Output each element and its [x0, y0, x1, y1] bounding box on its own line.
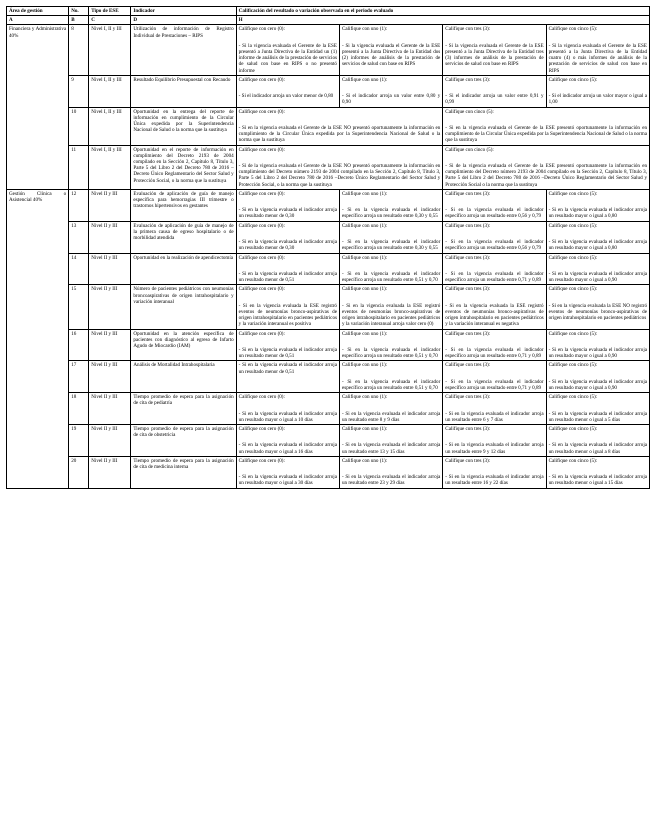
score-5-cell: Califique con cinco (5): - Si en la vigencia evaluada el indicador arroja un resultado mayor o igual a 0,90: [546, 253, 649, 285]
row-tipo-ese: Nivel I, II y III: [89, 75, 131, 107]
score-0-cell: Califique con cero (0): - Si en la vigencia evaluada el indicador arroja un resultado menor de 0,30: [236, 189, 339, 221]
score-5-cell: Califique con cinco (5): - Si en la vigencia evaluada el indicador arroja un resultado menor o igual a 5 días: [546, 393, 649, 425]
score-5-cell: Califique con cinco (5): - Si en la vigencia evaluada el indicador arroja un resultado mayor o igual a 0,90: [546, 329, 649, 361]
score-3-cell: Califique con tres (3): - Si en la vigencia evaluada el indicador arroja un resultado entre 6 y 7 días: [443, 393, 546, 425]
score-5-cell: Califique con cinco (5): - Si en la vigencia evaluada el indicador arroja un resultado mayor o igual a 0,90: [546, 361, 649, 393]
row-tipo-ese: Nivel II y III: [89, 189, 131, 221]
row-number: 14: [69, 253, 89, 285]
header-row-titles: [7, 7, 650, 16]
score-3-cell: Califique con tres (3): - Si en la vigencia evaluada el indicador específico arroja un resultado entre 0,71 y 0,89: [443, 361, 546, 393]
header-area: Área de gestión: [7, 7, 69, 16]
score-0-cell: Califique con cero (0): - Si en la vigencia evaluada el indicador arroja un resultado mayor o igual a 10 días: [236, 393, 339, 425]
score-1-cell: Califique con uno (1): - Si la vigencia evaluada el Gerente de la ESE presentó a la Junta Directiva de la Entidad dos (2) informes de análisis de la prestación de servicios de salud con base en RIPS: [339, 25, 442, 75]
row-indicador: Tiempo promedio de espera para la asignación de cita de pediatría: [131, 393, 236, 425]
table-row: [7, 393, 650, 425]
area-cell: Financiera y Administrativa 40%: [7, 25, 69, 189]
table-row: [7, 107, 650, 145]
row-number: 8: [69, 25, 89, 75]
score-1-cell: Califique con uno (1): - Si el indicador arroja un valor entre 0,80 y 0,90: [339, 75, 442, 107]
score-0-cell: Califique con cero (0): - Si en la vigencia evaluada la ESE registró eventos de neumonías bronco-aspirativas de origen intrahospitalario en pacientes pediátricos y la variación interanual es positiva: [236, 285, 339, 329]
score-0-cell: Califique con cero (0): - Si la vigencia evaluada el Gerente de la ESE presentó a Junta Directiva de la Entidad un (1) informe de análisis de la prestación de servicios de salud con base en RIPS o no presentó informe: [236, 25, 339, 75]
letter-c: C: [89, 16, 131, 25]
score-3-cell: Califique con tres (3): - Si en la vigencia evaluada el indicador específico arroja un resultado entre 0,56 y 0,79: [443, 221, 546, 253]
row-tipo-ese: Nivel II y III: [89, 456, 131, 488]
row-tipo-ese: Nivel II y III: [89, 424, 131, 456]
score-1-cell: Califique con uno (1): - Si en la vigencia evaluada el indicador específico arroja un resultado entre 0,51 y 0,70: [339, 361, 442, 393]
table-row: [7, 221, 650, 253]
score-3-cell: Califique con tres (3): - Si la vigencia evaluada el Gerente de la ESE presentó a la Junta Directiva de la Entidad tres (3) informes de análisis de la prestación de servicios de salud con base en RIPS: [443, 25, 546, 75]
score-5-cell: Califique con cinco (5): - Si en la vigencia evaluada el indicador arroja un resultado mayor o igual a 0,80: [546, 189, 649, 221]
row-indicador: Evaluación de aplicación de guía de manejo específica para hemorragias III trimestre o trastornos hipertensivos en gestantes: [131, 189, 236, 221]
score-1-cell: Califique con uno (1): - Si en la vigencia evaluada el indicador arroja un resultado entre 13 y 15 días: [339, 424, 442, 456]
score-0-cell: Califique con cero (0): - Si en la vigencia evaluada el indicador arroja un resultado mayor o igual a 16 días: [236, 424, 339, 456]
score-1-cell: Califique con uno (1): - Si en la vigencia evaluada el indicador específico arroja un resultado entre 0,30 y 0,55: [339, 189, 442, 221]
area-cell: Gestión Clínica o Asistencial 40%: [7, 189, 69, 488]
header-row-letters: [7, 16, 650, 25]
row-indicador: Oportunidad en la atención específica de pacientes con diagnóstico al egreso de Infarto Agudo de Miocardio (IAM): [131, 329, 236, 361]
score-3-cell: Califique con tres (3): - Si en la vigencia evaluada la ESE registró eventos de neumonías bronco-aspirativas de origen intrahospitalario en pacientes pediátricos y la variación interanual es negativa: [443, 285, 546, 329]
score-3-cell: Califique con cinco (5): - Si en la vigencia evaluada el Gerente de la ESE presentó oportunamente la información en cumplimiento de la Circular Única expedida por la Superintendencia Nacional de Salud o la norma que la sustituya: [443, 107, 650, 145]
row-number: 20: [69, 456, 89, 488]
row-indicador: Utilización de información de Registro Individual de Prestaciones – RIPS: [131, 25, 236, 75]
row-number: 16: [69, 329, 89, 361]
table-row: [7, 329, 650, 361]
table-row: [7, 456, 650, 488]
row-indicador: Tiempo promedio de espera para la asignación de cita de obstetricia: [131, 424, 236, 456]
row-tipo-ese: Nivel II y III: [89, 253, 131, 285]
score-5-cell: Califique con cinco (5): - Si la vigencia evaluada el Gerente de la ESE presentó a la Junta Directiva de la Entidad cuatro (4) o más informes de análisis de la prestación de servicios de salud con base en RIPS: [546, 25, 649, 75]
row-number: 18: [69, 393, 89, 425]
score-0-cell: Califique con cero (0): - Si en la vigencia evaluada el indicador arroja un resultado menor de 0,30: [236, 221, 339, 253]
table-row: [7, 285, 650, 329]
table-row: [7, 75, 650, 107]
row-tipo-ese: Nivel I, II y III: [89, 145, 131, 189]
header-indicador: Indicador: [131, 7, 236, 16]
row-number: 11: [69, 145, 89, 189]
row-tipo-ese: Nivel II y III: [89, 285, 131, 329]
score-0-cell: Califique con cero (0): - Si de la vigencia evaluada el Gerente de la ESE NO presentó oportunamente la información en cumplimiento del Decreto número 2193 de 2004 compilado en la Sección 2, Capítulo 8, Título 3, Parte 5 del Libro 2 del Decreto 780 de 2016 –Decreto Único Reglamentario del Sector Salud y Protección Social, o la norma que la sustituya: [236, 145, 443, 189]
row-indicador: Análisis de Mortalidad Intrahospitalaria: [131, 361, 236, 393]
letter-a: A: [7, 16, 69, 25]
score-1-cell: Califique con uno (1): - Si en la vigencia evaluada el indicador específico arroja un resultado entre 0,51 y 0,70: [339, 253, 442, 285]
row-number: 10: [69, 107, 89, 145]
score-5-cell: Califique con cinco (5): - Si en la vigencia evaluada el indicador arroja un resultado mayor o igual a 0,80: [546, 221, 649, 253]
row-indicador: Oportunidad en el reporte de información en cumplimiento del Decreto 2193 de 2004 compilado en la Sección 2, Capítulo 8, Título 3, Parte 5 del Libro 2 del Decreto 780 de 2016 –Decreto Único Reglamentario del Sector Salud y Protección Social, o la norma que la sustituya: [131, 145, 236, 189]
row-tipo-ese: Nivel I, II y III: [89, 107, 131, 145]
table-row: [7, 145, 650, 189]
score-1-cell: Califique con uno (1): - Si en la vigencia evaluada la ESE registró eventos de neumonías bronco-aspirativas de origen intrahospitalario en pacientes pediátricos y la variación interanual arroja valor cero (0): [339, 285, 442, 329]
row-number: 9: [69, 75, 89, 107]
header-tipo-ese: Tipo de ESE: [89, 7, 131, 16]
row-number: 17: [69, 361, 89, 393]
table-row: [7, 189, 650, 221]
row-tipo-ese: Nivel II y III: [89, 221, 131, 253]
table-row: [7, 253, 650, 285]
row-indicador: Evaluación de aplicación de guía de manejo de la primera causa de egreso hospitalario o de morbilidad atendida: [131, 221, 236, 253]
score-3-cell: Califique con tres (3): - Si en la vigencia evaluada el indicador específico arroja un resultado entre 0,56 y 0,79: [443, 189, 546, 221]
score-3-cell: Califique con cinco (5): - Si de la vigencia evaluada el Gerente de la ESE presentó oportunamente la información en cumplimiento del Decreto número 2193 de 2004 compilado en la Sección 2, Capítulo 8, Título 3, Parte 5 del Libro 2 del Decreto 780 de 2016 –Decreto Único Reglamentario del Sector Salud y Protección Social o la norma que la sustituya: [443, 145, 650, 189]
table-header: [7, 7, 650, 25]
score-1-cell: Califique con uno (1): - Si en la vigencia evaluada el indicador específico arroja un resultado entre 0,51 y 0,70: [339, 329, 442, 361]
row-indicador: Tiempo promedio de espera para la asignación de cita de medicina interna: [131, 456, 236, 488]
score-0-cell: Califique con cero (0): - Si el indicador arroja un valor menor de 0,80: [236, 75, 339, 107]
score-3-cell: Califique con tres (3): - Si en la vigencia evaluada el indicador específico arroja un resultado entre 0,71 y 0,89: [443, 329, 546, 361]
header-calificacion: Calificación del resultado o variación observada en el periodo evaluado: [236, 7, 649, 16]
table-body: [7, 25, 650, 488]
score-5-cell: Califique con cinco (5): - Si el indicador arroja un valor mayor o igual a 1,00: [546, 75, 649, 107]
evaluation-matrix-table: [6, 6, 650, 489]
score-1-cell: Califique con uno (1): - Si en la vigencia evaluada el indicador arroja un resultado entre 23 y 29 días: [339, 456, 442, 488]
table-row: [7, 424, 650, 456]
score-1-cell: Califique con uno (1): - Si en la vigencia evaluada el indicador específico arroja un resultado entre 0,30 y 0,55: [339, 221, 442, 253]
row-indicador: Resultado Equilibrio Presupuestal con Recaudo: [131, 75, 236, 107]
score-1-cell: Califique con uno (1): - Si en la vigencia evaluada el indicador arroja un resultado entre 8 y 9 días: [339, 393, 442, 425]
score-5-cell: Califique con cinco (5): - Si en la vigencia evaluada la ESE NO registró eventos de neumonías bronco-aspirativas de origen intrahospitalario en pacientes pediátricos: [546, 285, 649, 329]
row-tipo-ese: Nivel II y III: [89, 329, 131, 361]
letter-d: D: [131, 16, 236, 25]
score-5-cell: Califique con cinco (5): - Si en la vigencia evaluada el indicador arroja un resultado menor o igual a 15 días: [546, 456, 649, 488]
score-3-cell: Califique con tres (3): - Si en la vigencia evaluada el indicador arroja un resultado entre 9 y 12 días: [443, 424, 546, 456]
score-0-cell: Califique con cero (0): - Si en la vigencia evaluada el indicador arroja un resultado menor de 0,51: [236, 253, 339, 285]
header-no: No.: [69, 7, 89, 16]
letter-b: B: [69, 16, 89, 25]
score-3-cell: Califique con tres (3): - Si en la vigencia evaluada el indicador arroja un resultado entre 16 y 22 días: [443, 456, 546, 488]
score-0-cell: Califique con cero (0): - Si en la vigencia evaluada el indicador arroja un resultado menor de 0,51: [236, 329, 339, 361]
row-indicador: Oportunidad en la entrega del reporte de información en cumplimiento de la Circular Única expedida por la Superintendencia Nacional de Salud o la norma que la sustituya: [131, 107, 236, 145]
score-0-cell: Califique con cero (0): - Si en la vigencia evaluada el indicador arroja un resultado mayor o igual a 30 días: [236, 456, 339, 488]
row-number: 12: [69, 189, 89, 221]
table-row: [7, 361, 650, 393]
row-indicador: Oportunidad en la realización de apendicectomía: [131, 253, 236, 285]
score-0-cell: Califique con cero (0): - Si en la vigencia evaluada el Gerente de la ESE NO presentó oportunamente la información en cumplimiento de la Circular Única expedida por la Superintendencia Nacional de Salud o la norma que la sustituya: [236, 107, 443, 145]
table-row: [7, 25, 650, 75]
letter-h: H: [236, 16, 649, 25]
row-number: 15: [69, 285, 89, 329]
row-number: 19: [69, 424, 89, 456]
row-tipo-ese: Nivel I, II y III: [89, 25, 131, 75]
score-3-cell: Califique con tres (3): - Si el indicador arroja un valor entre 0,91 y 0,99: [443, 75, 546, 107]
row-indicador: Número de pacientes pediátricos con neumonías broncoaspirativas de origen intrahospitalario y variación interanual: [131, 285, 236, 329]
score-3-cell: Califique con tres (3): - Si en la vigencia evaluada el indicador específico arroja un resultado entre 0,71 y 0,89: [443, 253, 546, 285]
row-tipo-ese: Nivel II y III: [89, 361, 131, 393]
score-5-cell: Califique con cinco (5): - Si en la vigencia evaluada el indicador arroja un resultado menor o igual a 8 días: [546, 424, 649, 456]
score-0-cell: - Si en la vigencia evaluada el indicador arroja un resultado menor de 0,51: [236, 361, 339, 393]
row-number: 13: [69, 221, 89, 253]
row-tipo-ese: Nivel II y III: [89, 393, 131, 425]
